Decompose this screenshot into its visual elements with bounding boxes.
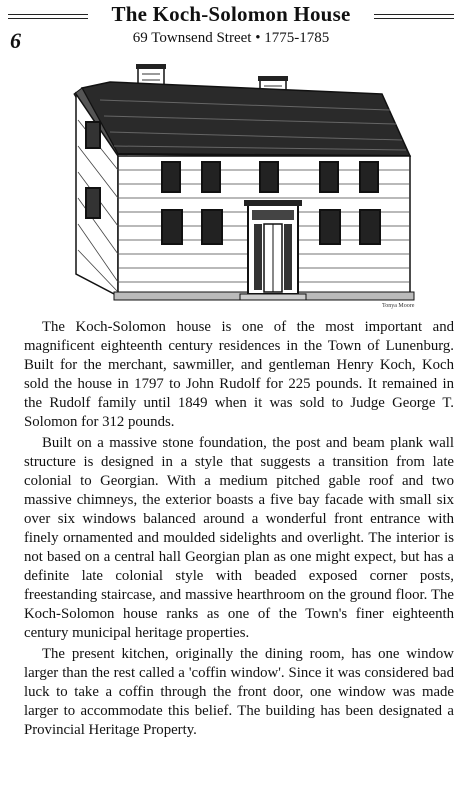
page-number: 6 [10, 28, 21, 53]
roof [74, 82, 410, 156]
address-dates: 69 Townsend Street • 1775-1785 [132, 30, 330, 46]
paragraph-coffin-window: The present kitchen, originally the dining room, has one window larger than the rest called a 'coffin window'. Since it was considered bad luck to take a coffin through the front door, one window was made larger to accommodate this belief. The building has been designated a Provincial Heritage Property. [24, 646, 454, 738]
body-text [24, 318, 454, 742]
page-title: The Koch-Solomon House [111, 2, 351, 26]
house-illustration [70, 60, 430, 310]
page-header [0, 0, 462, 62]
artist-signature: Tonya Moore [382, 303, 415, 309]
title-rule-right [374, 14, 454, 19]
title-rule-left [8, 14, 88, 19]
front-entrance [240, 200, 306, 300]
paragraph-architecture: Built on a massive stone foundation, the post and beam plank wall structure is designed in a style that suggests a transition from late colonial to Georgian. With a medium pitched gable roof and two massive chimneys, the exterior boasts a five bay facade with small six over six windows balanced around a wonderful front entrance with finely ornamented and moulded sidelights and overlight. The interior is not based on a central hall Georgian plan as one might expect, but has a definite late colonial style with beaded exposed corner posts, freestanding staircase, and massive hearthroom on the ground floor. The Koch-Solomon house ranks as one of the Town's finer eighteenth century municipal heritage properties. [24, 435, 454, 641]
paragraph-history: The Koch-Solomon house is one of the most important and magnificent eighteenth century residences in the Town of Lunenburg. Built for the merchant, sawmiller, and gentleman Henry Koch, Koch sold the house in 1797 to John Rudolf for 225 pounds. It remained in the Rudolf family until 1849 when it was sold to Judge George T. Solomon for 312 pounds. [24, 319, 454, 430]
